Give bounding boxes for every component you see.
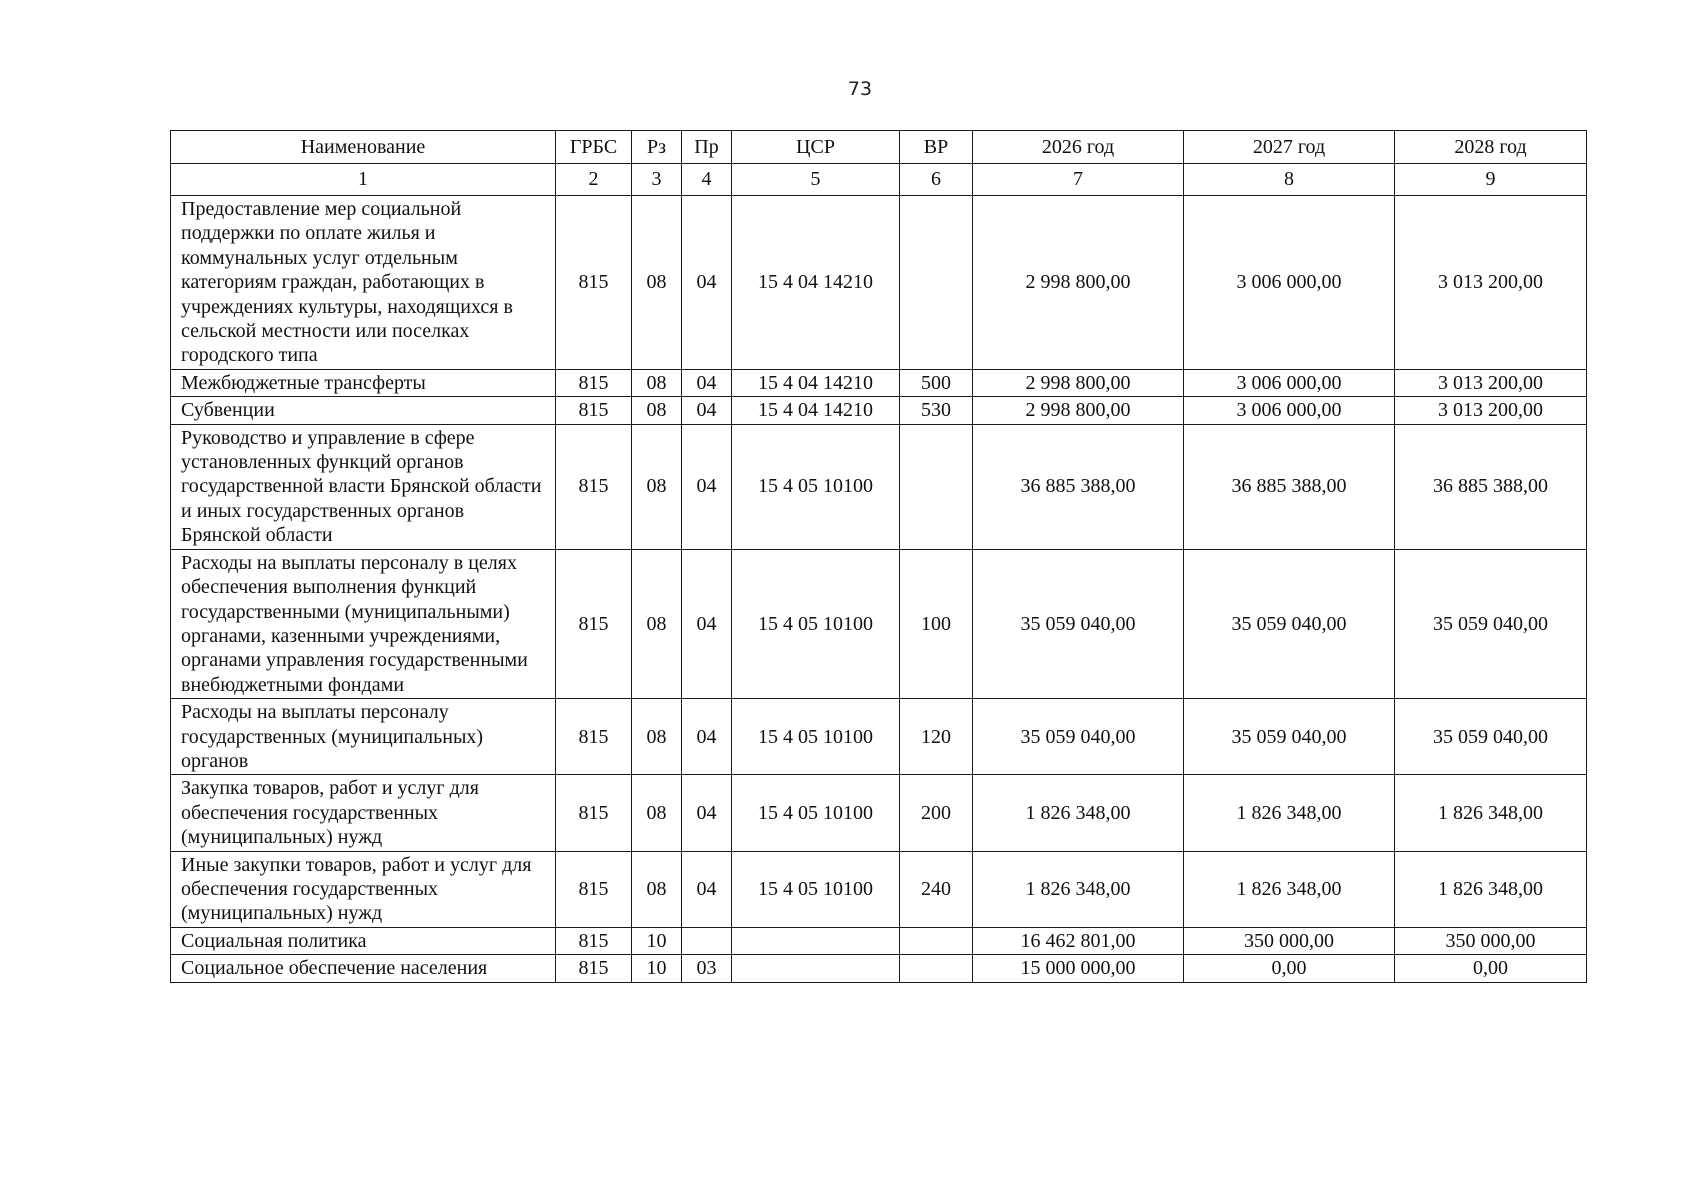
row-rz-cell: 08 — [632, 424, 682, 549]
row-vr-cell: 530 — [900, 397, 973, 424]
row-2026-cell: 15 000 000,00 — [973, 955, 1184, 982]
row-2026-cell: 1 826 348,00 — [973, 851, 1184, 927]
column-number: 5 — [732, 164, 900, 196]
table-row — [171, 369, 1587, 396]
row-rz-cell: 08 — [632, 196, 682, 370]
row-2027-cell: 350 000,00 — [1184, 927, 1395, 954]
table-row — [171, 775, 1587, 851]
row-2027-cell: 3 006 000,00 — [1184, 369, 1395, 396]
row-vr-cell: 240 — [900, 851, 973, 927]
row-pr-cell: 04 — [682, 549, 732, 698]
column-number: 4 — [682, 164, 732, 196]
header-vr: ВР — [900, 131, 973, 164]
row-rz-cell: 08 — [632, 775, 682, 851]
row-2028-cell: 3 013 200,00 — [1395, 369, 1587, 396]
row-2027-cell: 35 059 040,00 — [1184, 699, 1395, 775]
row-rz-cell: 08 — [632, 549, 682, 698]
row-2027-cell: 1 826 348,00 — [1184, 775, 1395, 851]
header-pr: Пр — [682, 131, 732, 164]
header-2028: 2028 год — [1395, 131, 1587, 164]
row-2028-cell: 3 013 200,00 — [1395, 196, 1587, 370]
row-pr-cell: 03 — [682, 955, 732, 982]
row-name-cell: Социальная политика — [171, 927, 556, 954]
row-vr-cell — [900, 927, 973, 954]
row-pr-cell: 04 — [682, 699, 732, 775]
row-vr-cell — [900, 196, 973, 370]
row-grbs-cell: 815 — [556, 699, 632, 775]
row-2027-cell: 0,00 — [1184, 955, 1395, 982]
row-grbs-cell: 815 — [556, 927, 632, 954]
row-grbs-cell: 815 — [556, 196, 632, 370]
row-2027-cell: 3 006 000,00 — [1184, 196, 1395, 370]
row-2026-cell: 2 998 800,00 — [973, 397, 1184, 424]
table-row — [171, 424, 1587, 549]
row-pr-cell: 04 — [682, 196, 732, 370]
row-name-cell: Межбюджетные трансферты — [171, 369, 556, 396]
row-pr-cell — [682, 927, 732, 954]
row-rz-cell: 10 — [632, 955, 682, 982]
page-number: 73 — [847, 78, 873, 100]
row-2027-cell: 3 006 000,00 — [1184, 397, 1395, 424]
row-rz-cell: 08 — [632, 369, 682, 396]
row-name-cell: Субвенции — [171, 397, 556, 424]
row-2026-cell: 35 059 040,00 — [973, 699, 1184, 775]
row-name-cell: Предоставление мер социальной поддержки по оплате жилья и коммунальных услуг отдельным категориям граждан, работающих в учреждениях культуры, находящихся в сельской местности или поселках городского типа — [171, 196, 556, 370]
row-csr-cell — [732, 927, 900, 954]
row-rz-cell: 08 — [632, 699, 682, 775]
column-number: 3 — [632, 164, 682, 196]
column-number: 1 — [171, 164, 556, 196]
header-grbs: ГРБС — [556, 131, 632, 164]
row-2027-cell: 1 826 348,00 — [1184, 851, 1395, 927]
row-vr-cell: 120 — [900, 699, 973, 775]
row-pr-cell: 04 — [682, 369, 732, 396]
row-csr-cell: 15 4 05 10100 — [732, 775, 900, 851]
row-pr-cell: 04 — [682, 851, 732, 927]
column-number: 2 — [556, 164, 632, 196]
row-grbs-cell: 815 — [556, 955, 632, 982]
row-2028-cell: 350 000,00 — [1395, 927, 1587, 954]
row-csr-cell: 15 4 05 10100 — [732, 851, 900, 927]
row-2026-cell: 16 462 801,00 — [973, 927, 1184, 954]
table-row — [171, 196, 1587, 370]
table-row — [171, 955, 1587, 982]
column-number: 7 — [973, 164, 1184, 196]
row-2026-cell: 1 826 348,00 — [973, 775, 1184, 851]
row-2027-cell: 35 059 040,00 — [1184, 549, 1395, 698]
row-2027-cell: 36 885 388,00 — [1184, 424, 1395, 549]
row-grbs-cell: 815 — [556, 549, 632, 698]
table-row — [171, 549, 1587, 698]
row-csr-cell: 15 4 05 10100 — [732, 424, 900, 549]
row-vr-cell — [900, 424, 973, 549]
column-number-row — [171, 164, 1587, 196]
header-2026: 2026 год — [973, 131, 1184, 164]
row-name-cell: Закупка товаров, работ и услуг для обеспечения государственных (муниципальных) нужд — [171, 775, 556, 851]
row-csr-cell: 15 4 05 10100 — [732, 699, 900, 775]
table-row — [171, 927, 1587, 954]
row-pr-cell: 04 — [682, 424, 732, 549]
row-name-cell: Руководство и управление в сфере установленных функций органов государственной власти Брянской области и иных государственных органов Брянской области — [171, 424, 556, 549]
row-name-cell: Расходы на выплаты персоналу в целях обеспечения выполнения функций государственными (муниципальными) органами, казенными учреждениями, органами управления государственными внебюджетными фондами — [171, 549, 556, 698]
column-number: 8 — [1184, 164, 1395, 196]
row-2028-cell: 1 826 348,00 — [1395, 851, 1587, 927]
row-2028-cell: 1 826 348,00 — [1395, 775, 1587, 851]
row-pr-cell: 04 — [682, 397, 732, 424]
row-2026-cell: 36 885 388,00 — [973, 424, 1184, 549]
header-2027: 2027 год — [1184, 131, 1395, 164]
header-rz: Рз — [632, 131, 682, 164]
header-name: Наименование — [171, 131, 556, 164]
row-2028-cell: 0,00 — [1395, 955, 1587, 982]
row-2028-cell: 36 885 388,00 — [1395, 424, 1587, 549]
column-number: 6 — [900, 164, 973, 196]
row-name-cell: Социальное обеспечение населения — [171, 955, 556, 982]
row-grbs-cell: 815 — [556, 851, 632, 927]
row-2028-cell: 3 013 200,00 — [1395, 397, 1587, 424]
table-row — [171, 851, 1587, 927]
row-rz-cell: 08 — [632, 851, 682, 927]
row-csr-cell: 15 4 04 14210 — [732, 369, 900, 396]
row-rz-cell: 08 — [632, 397, 682, 424]
row-grbs-cell: 815 — [556, 424, 632, 549]
row-csr-cell: 15 4 05 10100 — [732, 549, 900, 698]
row-rz-cell: 10 — [632, 927, 682, 954]
row-csr-cell: 15 4 04 14210 — [732, 397, 900, 424]
row-grbs-cell: 815 — [556, 397, 632, 424]
row-2026-cell: 2 998 800,00 — [973, 369, 1184, 396]
row-2026-cell: 2 998 800,00 — [973, 196, 1184, 370]
row-csr-cell — [732, 955, 900, 982]
header-row — [171, 131, 1587, 164]
row-vr-cell: 100 — [900, 549, 973, 698]
budget-table — [170, 130, 1587, 983]
row-2028-cell: 35 059 040,00 — [1395, 699, 1587, 775]
row-pr-cell: 04 — [682, 775, 732, 851]
row-grbs-cell: 815 — [556, 369, 632, 396]
row-name-cell: Расходы на выплаты персоналу государственных (муниципальных) органов — [171, 699, 556, 775]
table-row — [171, 397, 1587, 424]
row-vr-cell — [900, 955, 973, 982]
row-2028-cell: 35 059 040,00 — [1395, 549, 1587, 698]
row-vr-cell: 200 — [900, 775, 973, 851]
row-name-cell: Иные закупки товаров, работ и услуг для обеспечения государственных (муниципальных) нужд — [171, 851, 556, 927]
column-number: 9 — [1395, 164, 1587, 196]
row-vr-cell: 500 — [900, 369, 973, 396]
row-csr-cell: 15 4 04 14210 — [732, 196, 900, 370]
row-grbs-cell: 815 — [556, 775, 632, 851]
row-2026-cell: 35 059 040,00 — [973, 549, 1184, 698]
table-row — [171, 699, 1587, 775]
header-csr: ЦСР — [732, 131, 900, 164]
